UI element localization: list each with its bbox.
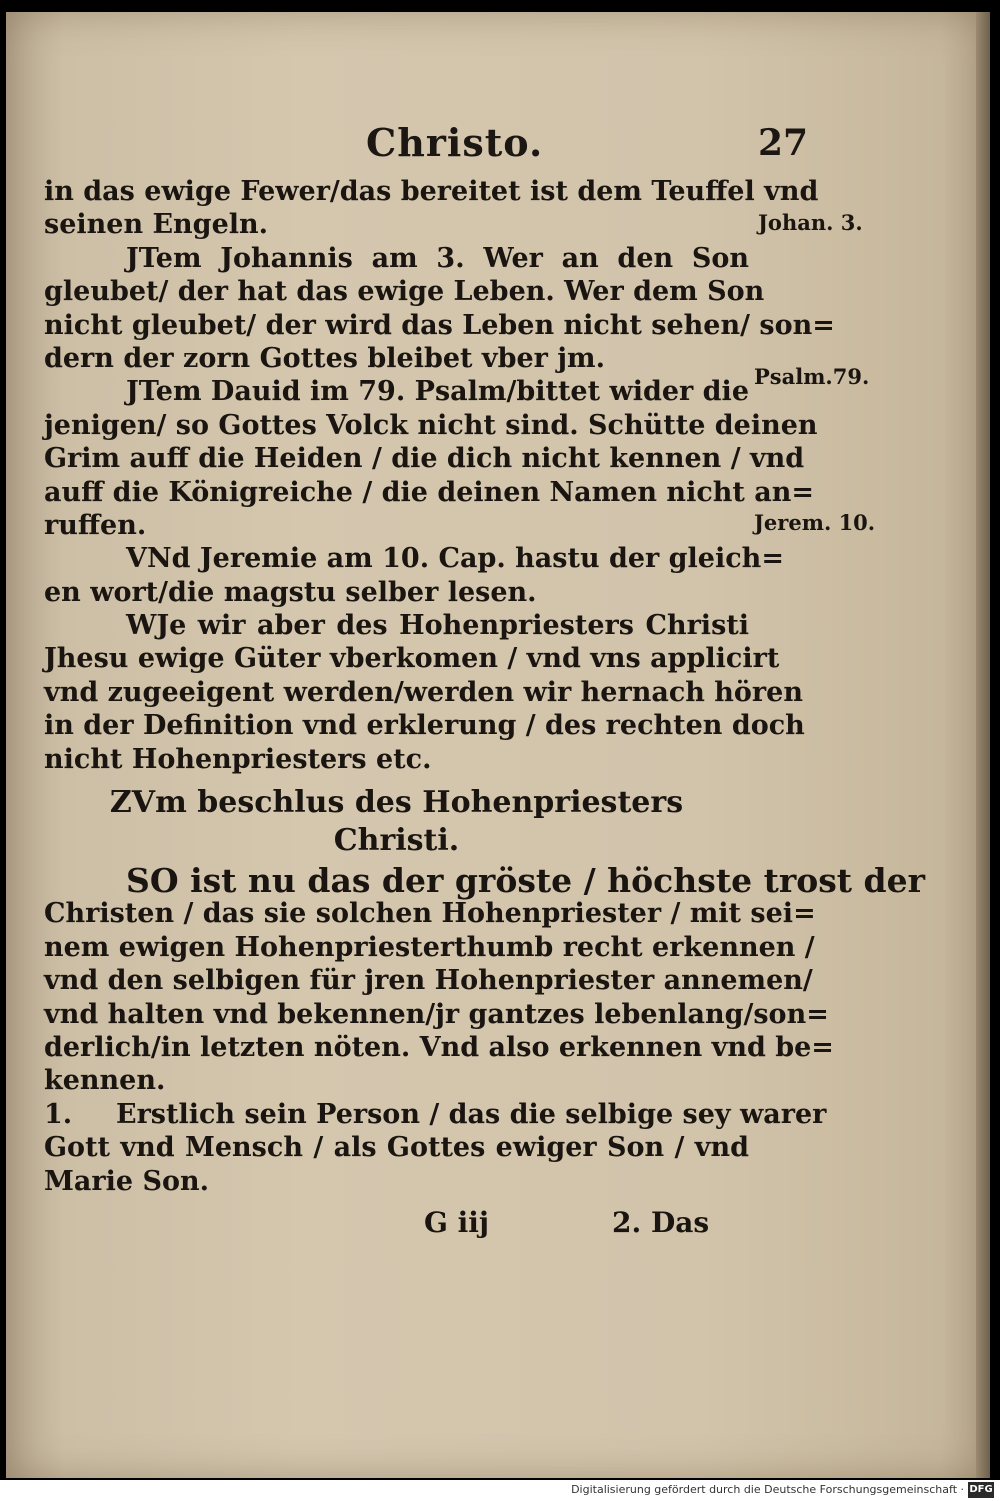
numbered-item-line: Marie Son. [44, 1165, 209, 1197]
body-text-line: ruffen. [44, 509, 147, 541]
body-text-line: nicht Hohenpriesters etc. [44, 743, 432, 775]
conclusion-text-line: derlich/in letzten nöten. Vnd also erkennen vnd be= [44, 1031, 834, 1063]
body-text-line: Jhesu ewige Güter vberkomen / vnd vns applicirt [44, 643, 780, 675]
conclusion-text-line: SO ist nu das der gröste / höchste trost der [126, 861, 925, 901]
page-number: 27 [758, 122, 809, 164]
body-text-line: en wort/die magstu selber lesen. [44, 576, 537, 608]
body-text-line: dern der zorn Gottes bleibet vber jm. [44, 342, 605, 374]
body-text-line: JTem Dauid im 79. Psalm/bittet wider die [126, 376, 749, 408]
body-text-line: in der Definition vnd erklerung / des rechten doch [44, 710, 805, 742]
margin-note-johan: Johan. 3. [758, 210, 863, 235]
body-text-line: vnd zugeeigent werden/werden wir hernach hören [44, 676, 803, 708]
running-head: Christo. [366, 120, 544, 165]
numbered-item-line: Gott vnd Mensch / als Gottes ewiger Son / vnd [44, 1132, 749, 1164]
body-text-line: WJe wir aber des Hohenpriesters Christi [126, 610, 749, 642]
digitization-credit: Digitalisierung gefördert durch die Deutsche Forschungsgemeinschaft · [571, 1483, 964, 1496]
body-text-line: JTem Johannis am 3. Wer an den Son [126, 242, 749, 274]
dfg-logo: DFG [968, 1482, 994, 1498]
numbered-item-lines [44, 1131, 749, 1198]
body-text-line: in das ewige Fewer/das bereitet ist dem Teuffel vnd [44, 176, 819, 207]
margin-note-jerem: Jerem. 10. [754, 510, 876, 535]
book-page [6, 12, 990, 1478]
body-text-line: Grim auff die Heiden / die dich nicht kennen / vnd [44, 443, 805, 475]
body-text-line: VNd Jeremie am 10. Cap. hastu der gleich= [126, 543, 784, 575]
item-number: 1. [44, 1098, 73, 1130]
body-text-line: nicht gleubet/ der wird das Leben nicht sehen/ son= [44, 309, 835, 341]
item-first-line-text: Erstlich sein Person / das die selbige sey warer [116, 1098, 827, 1130]
text-part-2 [44, 861, 925, 1098]
body-text-line: auff die Königreiche / die deinen Namen nicht an= [44, 476, 815, 508]
section-heading-line-1: ZVm beschlus des Hohenpriesters [109, 785, 684, 821]
digitization-footer [0, 1480, 1000, 1501]
body-text-line: gleubet/ der hat das ewige Leben. Wer dem Son [44, 276, 765, 308]
page-edge-shadow [976, 12, 990, 1478]
section-heading-line-2: Christi. [333, 823, 460, 859]
conclusion-text-line: nem ewigen Hohenpriesterthumb recht erkennen / [44, 931, 815, 963]
catchword: 2. Das [612, 1206, 710, 1239]
body-text-line: seinen Engeln. [44, 209, 269, 241]
body-text-line: jenigen/ so Gottes Volck nicht sind. Schütte deinen [44, 409, 818, 441]
conclusion-text-line: vnd den selbigen für jren Hohenpriester annemen/ [44, 965, 813, 997]
conclusion-text-line: vnd halten vnd bekennen/jr gantzes lebenlang/son= [44, 998, 829, 1030]
signature-mark: G iij [424, 1206, 490, 1239]
conclusion-text-line: Christen / das sie solchen Hohenpriester / mit sei= [44, 898, 816, 930]
page-header [6, 120, 990, 170]
section-heading [44, 784, 749, 860]
conclusion-text-line: kennen. [44, 1065, 166, 1097]
margin-note-psalm: Psalm.79. [754, 364, 870, 389]
numbered-item-first-line [44, 1098, 827, 1131]
